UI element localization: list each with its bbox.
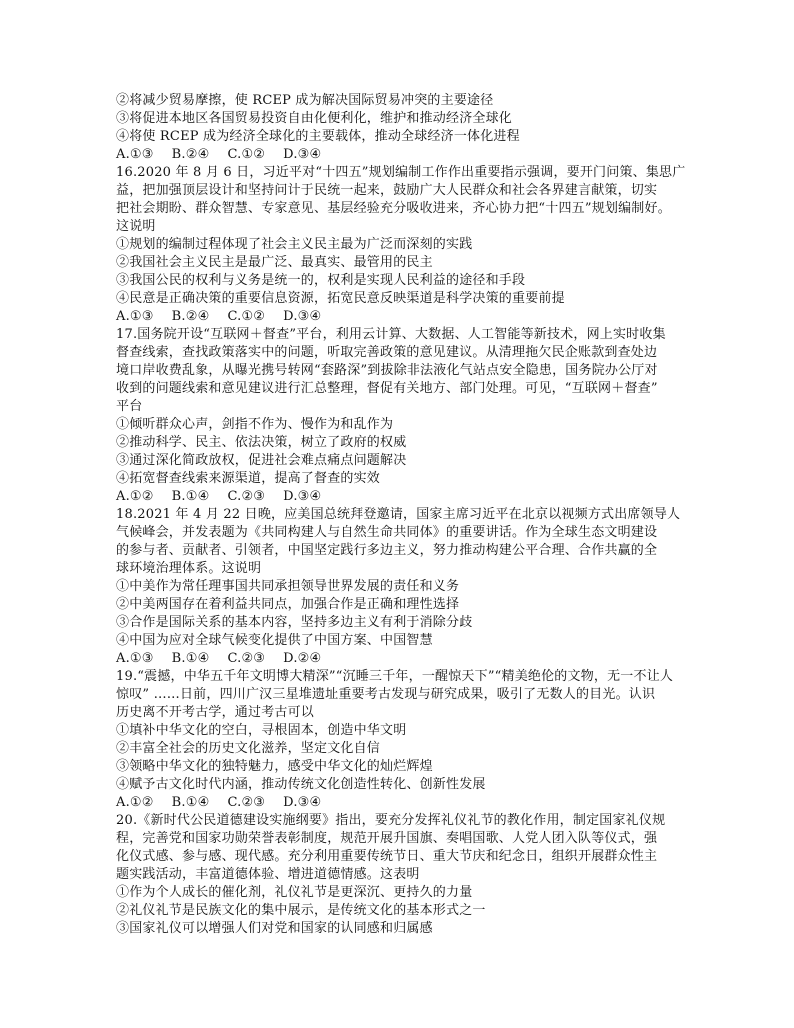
option-a: A.①② (116, 489, 154, 504)
question-stem-line: 把社会期盼、群众智慧、专家意见、基层经验充分吸收进来，齐心协力把“十四五”规划编制好。 (116, 201, 671, 216)
question-stem-line: 化仪式感、参与感、现代感。充分利用重要传统节日、重大节庆和纪念日，组织开展群众性主 (116, 849, 658, 864)
choice-item: ①中美作为常任理事国共同承担领导世界发展的责任和义务 (116, 579, 460, 594)
option-d: D.③④ (283, 795, 322, 810)
document-page (116, 92, 686, 938)
answer-options (116, 650, 682, 668)
question-20 (116, 812, 682, 938)
choice-item: ②我国社会主义民主是最广泛、最真实、最管用的民主 (116, 255, 433, 270)
question-stem-line: 18.2021 年 4 月 22 日晚，应美国总统拜登邀请，国家主席习近平在北京以视频方式出席领导人 (116, 507, 681, 522)
question-stem-line: 17.国务院开设“互联网＋督查”平台，利用云计算、大数据、人工智能等新技术，网上实时收集 (116, 327, 666, 342)
question-stem-line: 的参与者、贡献者、引领者，中国坚定践行多边主义，努力推动构建公平合理、合作共赢的全 (116, 543, 658, 558)
choice-item: ④拓宽督查线索来源渠道，提高了督查的实效 (116, 471, 381, 486)
option-b: B.②④ (171, 147, 210, 162)
option-a: A.①③ (116, 651, 154, 666)
option-c: C.①② (227, 309, 266, 324)
choice-item: ④将使 RCEP 成为经济全球化的主要载体，推动全球经济一体化进程 (116, 129, 520, 144)
choice-item: ③将促进本地区各国贸易投资自由化便利化，维护和推动经济全球化 (116, 111, 513, 126)
option-c: C.①② (227, 147, 266, 162)
answer-options (116, 308, 682, 326)
choice-item: ②将减少贸易摩擦，使 RCEP 成为解决国际贸易冲突的主要途径 (116, 93, 494, 108)
choice-item: ④民意是正确决策的重要信息资源，拓宽民意反映渠道是科学决策的重要前提 (116, 291, 565, 306)
option-a: A.①③ (116, 147, 154, 162)
option-a: A.①② (116, 795, 154, 810)
option-b: B.①④ (171, 651, 210, 666)
question-15-continuation (116, 92, 682, 164)
choice-item: ①倾听群众心声，剑指不作为、慢作为和乱作为 (116, 417, 394, 432)
choice-item: ①填补中华文化的空白，寻根固本，创造中华文明 (116, 723, 407, 738)
option-c: C.②③ (227, 651, 266, 666)
answer-options (116, 794, 682, 812)
option-a: A.①③ (116, 309, 154, 324)
choice-item: ②中美两国存在着利益共同点，加强合作是正确和理性选择 (116, 597, 460, 612)
choice-item: ④赋予古文化时代内涵，推动传统文化创造性转化、创新性发展 (116, 777, 486, 792)
choice-item: ③通过深化简政放权，促进社会难点痛点问题解决 (116, 453, 407, 468)
option-c: C.②③ (227, 489, 266, 504)
question-19 (116, 668, 682, 812)
question-stem-line: 这说明 (116, 219, 156, 234)
option-b: B.①④ (171, 795, 210, 810)
question-stem-line: 益，把加强顶层设计和坚持问计于民统一起来，鼓励广大人民群众和社会各界建言献策，切实 (116, 183, 658, 198)
question-stem-line: 境口岸收费乱象，从曝光携号转网“套路深”到拔除非法液化气站点安全隐患，国务院办公厅对 (116, 363, 658, 378)
question-stem-line: 20.《新时代公民道德建设实施纲要》指出，要充分发挥礼仪礼节的教化作用，制定国家礼仪规 (116, 813, 666, 828)
question-stem-line: 16.2020 年 8 月 6 日，习近平对“十四五”规划编制工作作出重要指示强调，要开门问策、集思广 (116, 165, 686, 180)
answer-options (116, 488, 682, 506)
choice-item: ④中国为应对全球气候变化提供了中国方案、中国智慧 (116, 633, 433, 648)
choice-item: ②丰富全社会的历史文化滋养，坚定文化自信 (116, 741, 381, 756)
option-d: D.③④ (283, 147, 322, 162)
answer-options (116, 146, 682, 164)
question-stem-line: 平台 (116, 399, 143, 414)
question-stem-line: 气候峰会，并发表题为《共同构建人与自然生命共同体》的重要讲话。作为全球生态文明建设 (116, 525, 658, 540)
option-b: B.①④ (171, 489, 210, 504)
choice-item: ②推动科学、民主、依法决策，树立了政府的权威 (116, 435, 407, 450)
choice-item: ②礼仪礼节是民族文化的集中展示，是传统文化的基本形式之一 (116, 903, 486, 918)
question-17 (116, 326, 682, 506)
question-stem-line: 收到的问题线索和意见建议进行汇总整理，督促有关地方、部门处理。可见，“互联网＋督查” (116, 381, 658, 396)
choice-item: ③合作是国际关系的基本内容，坚持多边主义有利于消除分歧 (116, 615, 473, 630)
choice-item: ①规划的编制过程体现了社会主义民主最为广泛而深刻的实践 (116, 237, 473, 252)
question-18 (116, 506, 682, 668)
question-stem-line: 督查线索，查找政策落实中的问题，听取完善政策的意见建议。从清理拖欠民企账款到查处边 (116, 345, 658, 360)
question-16 (116, 164, 686, 326)
choice-item: ①作为个人成长的催化剂，礼仪礼节是更深沉、更持久的力量 (116, 885, 473, 900)
question-stem-line: 历史离不开考古学，通过考古可以 (116, 705, 315, 720)
question-stem-line: 球环境治理体系。这说明 (116, 561, 262, 576)
question-stem-line: 惊叹” ……日前，四川广汉三星堆遗址重要考古发现与研究成果，吸引了无数人的目光。认识 (116, 687, 656, 702)
choice-item: ③我国公民的权利与义务是统一的，权利是实现人民利益的途径和手段 (116, 273, 526, 288)
question-stem-line: 19.“震撼，中华五千年文明博大精深”“沉睡三千年，一醒惊天下”“精美绝伦的文物，无一不让人 (116, 669, 674, 684)
option-b: B.②④ (171, 309, 210, 324)
option-d: D.②④ (283, 651, 322, 666)
option-d: D.③④ (283, 309, 322, 324)
option-c: C.②③ (227, 795, 266, 810)
choice-item: ③国家礼仪可以增强人们对党和国家的认同感和归属感 (116, 921, 433, 936)
choice-item: ③领略中华文化的独特魅力，感受中华文化的灿烂辉煌 (116, 759, 433, 774)
question-stem-line: 题实践活动，丰富道德体验、增进道德情感。这表明 (116, 867, 420, 882)
option-d: D.③④ (283, 489, 322, 504)
question-stem-line: 程，完善党和国家功勋荣誉表彰制度，规范开展升国旗、奏唱国歌、人党人团入队等仪式，强 (116, 831, 658, 846)
